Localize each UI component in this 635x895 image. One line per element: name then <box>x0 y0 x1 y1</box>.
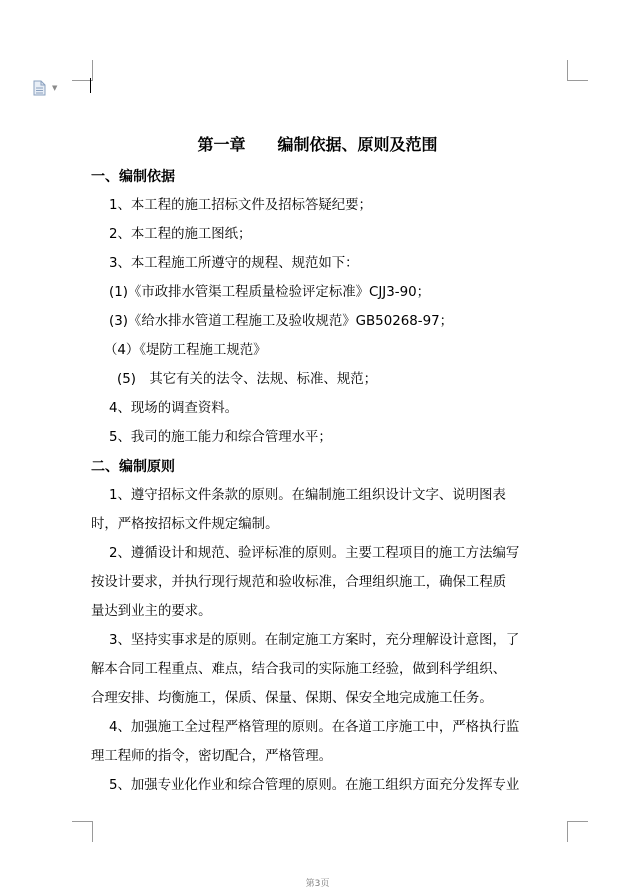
paragraph-line: 理工程师的指令，密切配合，严格管理。 <box>91 749 333 764</box>
paragraph-line: 4、加强施工全过程严格管理的原则。在各道工序施工中，严格执行监 <box>109 720 520 735</box>
paragraph-line: (1)《市政排水管渠工程质量检验评定标准》CJJ3-90； <box>109 285 431 300</box>
paragraph-line: 量达到业主的要求。 <box>91 604 212 619</box>
paragraph-line: 按设计要求，并执行现行规范和验收标准，合理组织施工，确保工程质 <box>91 575 507 590</box>
paragraph-line: 4、现场的调查资料。 <box>109 401 239 416</box>
paragraph-line: 合理安排、均衡施工，保质、保量、保期、保安全地完成施工任务。 <box>91 691 493 706</box>
page-number: 第3页 <box>305 879 330 889</box>
paragraph-line: 5、加强专业化作业和综合管理的原则。在施工组织方面充分发挥专业 <box>109 778 520 793</box>
page-corner-top-right <box>567 60 588 81</box>
paragraph-line: 2、本工程的施工图纸； <box>109 227 252 242</box>
paragraph-line: 解本合同工程重点、难点，结合我司的实际施工经验，做到科学组织、 <box>91 662 507 677</box>
chapter-title: 第一章 编制依据、原则及范围 <box>197 135 438 154</box>
chevron-down-icon[interactable]: ▼ <box>52 84 58 92</box>
paragraph-line: 3、本工程施工所遵守的规程、规范如下： <box>109 256 359 271</box>
paragraph-line: 时，严格按招标文件规定编制。 <box>91 517 279 532</box>
page-corner-bottom-left <box>72 821 93 842</box>
paragraph-line: (5) 其它有关的法令、法规、标准、规范； <box>117 372 377 387</box>
paragraph-line: 1、遵守招标文件条款的原则。在编制施工组织设计文字、说明图表 <box>109 488 506 503</box>
paragraph-line: 1、本工程的施工招标文件及招标答疑纪要； <box>109 198 372 213</box>
paragraph-line: 3、坚持实事求是的原则。在制定施工方案时，充分理解设计意图，了 <box>109 633 520 648</box>
section-heading-basis: 一、编制依据 <box>91 169 175 185</box>
paragraph-line: (3)《给水排水管道工程施工及验收规范》GB50268-97； <box>109 314 454 329</box>
document-options-icon[interactable] <box>33 80 46 96</box>
paragraph-line: 2、遵循设计和规范、验评标准的原则。主要工程项目的施工方法编写 <box>109 546 520 561</box>
page-corner-bottom-right <box>567 821 588 842</box>
paragraph-line: （4）《堤防工程施工规范》 <box>104 343 267 358</box>
section-heading-principles: 二、编制原则 <box>91 459 175 475</box>
text-cursor <box>90 78 91 93</box>
paragraph-line: 5、我司的施工能力和综合管理水平； <box>109 430 332 445</box>
